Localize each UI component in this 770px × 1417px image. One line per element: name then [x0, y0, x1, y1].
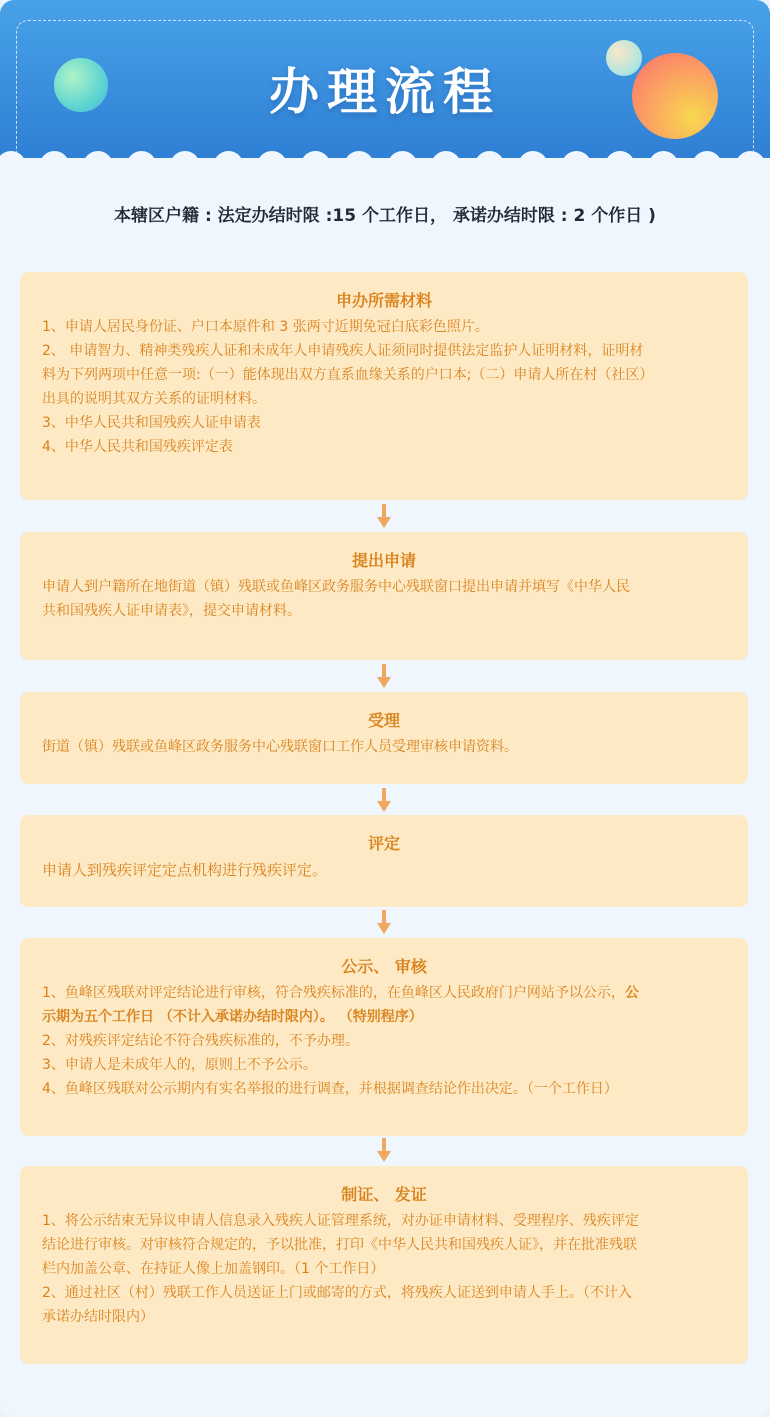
step-title: 公示、 审核 [341, 957, 427, 976]
scallop-bump [257, 151, 287, 166]
scallop-bump [736, 151, 766, 166]
step-line: 栏内加盖公章、在持证人像上加盖钢印。（1 个工作日） [42, 1261, 385, 1277]
step-line: 2、对残疾评定结论不符合残疾标准的，不予办理。 [42, 1033, 359, 1049]
scallop-bump [475, 151, 505, 166]
arrow-down-icon [374, 664, 394, 690]
scallop-bump [40, 151, 70, 166]
scallop-bump [83, 151, 113, 166]
step-title: 提出申请 [351, 551, 416, 570]
step-line: 结论进行审核。对审核符合规定的，予以批准，打印《中华人民共和国残疾人证》，并在批准残联 [42, 1237, 637, 1253]
step-title: 制证、 发证 [341, 1185, 427, 1204]
scallop-bump [0, 151, 26, 166]
time-limit-notice: 本辖区户籍 : 法定办结时限 :15 个工作日， 承诺办结时限 : 2 个作日 ) [114, 206, 656, 226]
arrow-down-icon [374, 1138, 394, 1164]
scallop-bump [344, 151, 374, 166]
step-line: 1、申请人居民身份证、户口本原件和 3 张两寸近期免冠白底彩色照片。 [42, 319, 489, 335]
scallop-bump [388, 151, 418, 166]
step-title: 评定 [367, 834, 400, 853]
step-line: 申请人到户籍所在地街道（镇）残联或鱼峰区政务服务中心残联窗口提出申请并填写《中华人民 [42, 579, 630, 595]
arrow-down-icon [374, 788, 394, 814]
step-card-publicize [20, 938, 748, 1136]
step-title: 申办所需材料 [335, 291, 432, 310]
scallop-bump [431, 151, 461, 166]
step-line: 2、通过社区（村）残联工作人员送证上门或邮寄的方式，将残疾人证送到申请人手上。（不计入 [42, 1285, 632, 1301]
scallop-bump [692, 151, 722, 166]
step-title: 受理 [367, 711, 400, 730]
step-line: 3、中华人民共和国残疾人证申请表 [42, 415, 261, 431]
page-title: 办理流程 [269, 63, 501, 121]
scallop-bump [170, 151, 200, 166]
step-card-accept [20, 692, 748, 784]
step-line: 1、将公示结束无异议申请人信息录入残疾人证管理系统，对办证申请材料、受理程序、残疾评定 [42, 1213, 639, 1229]
step-line: 3、申请人是未成年人的，原则上不予公示。 [42, 1057, 317, 1073]
scallop-bump [214, 151, 244, 166]
scallop-bump [605, 151, 635, 166]
scallop-bump [301, 151, 331, 166]
header-banner [0, 0, 770, 160]
step-line: 出具的说明其双方关系的证明材料。 [42, 391, 266, 407]
scallop-edge [0, 148, 770, 166]
step-line: 2、 申请智力、精神类残疾人证和未成年人申请残疾人证须同时提供法定监护人证明材料，证明材 [42, 343, 644, 359]
step-line: 料为下列两项中任意一项:（一）能体现出双方直系血缘关系的户口本;（二）申请人所在村（社区） [42, 367, 654, 383]
step-line: 街道（镇）残联或鱼峰区政务服务中心残联窗口工作人员受理审核申请资料。 [42, 739, 518, 755]
scallop-bump [518, 151, 548, 166]
step-line: 承诺办结时限内） [42, 1309, 154, 1325]
scallop-bump [127, 151, 157, 166]
step-line: 申请人到残疾评定定点机构进行残疾评定。 [42, 861, 328, 879]
step-line: 4、鱼峰区残联对公示期内有实名举报的进行调查，并根据调查结论作出决定。（一个工作日） [42, 1081, 618, 1097]
step-card-apply [20, 532, 748, 660]
step-line-text: 1、鱼峰区残联对评定结论进行审核，符合残疾标准的，在鱼峰区人民政府门户网站予以公示， [42, 985, 625, 1001]
arrow-down-icon [374, 910, 394, 936]
step-card-materials [20, 272, 748, 500]
step-card-assess [20, 815, 748, 907]
step-line-emphasis: 示期为五个工作日 （不计入承诺办结时限内）。 （特别程序） [42, 1009, 423, 1025]
step-card-issue [20, 1166, 748, 1364]
scallop-bump [649, 151, 679, 166]
arrow-down-icon [374, 504, 394, 530]
scallop-bump [562, 151, 592, 166]
step-line: 共和国残疾人证申请表》，提交申请材料。 [42, 603, 301, 619]
step-line [42, 981, 726, 1005]
step-line: 4、中华人民共和国残疾评定表 [42, 439, 233, 455]
step-line-emphasis: 公 [624, 985, 639, 1001]
